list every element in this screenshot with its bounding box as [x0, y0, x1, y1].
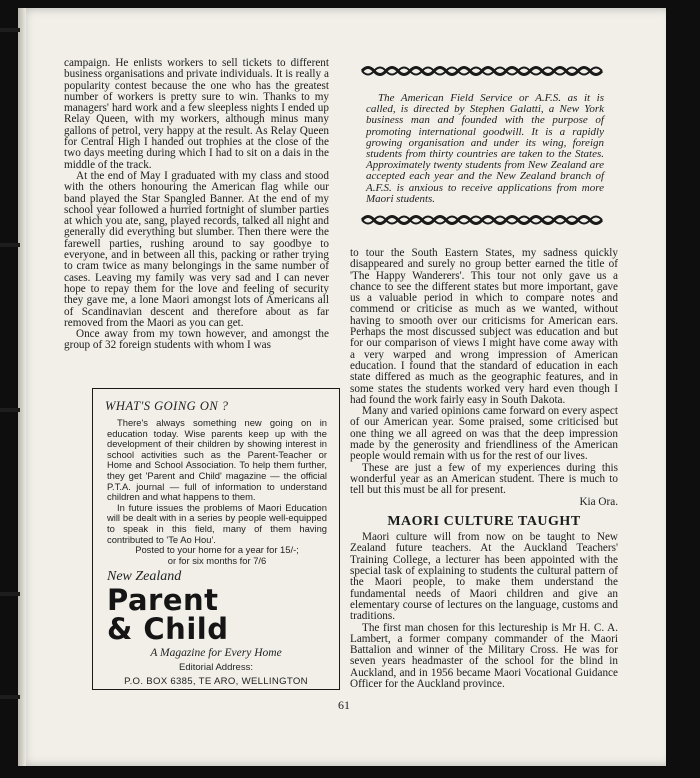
paragraph: Once away from my town however, and amongst the group of 32 foreign students with whom I was	[64, 328, 329, 352]
afs-description: The American Field Service or A.F.S. as it is called, is directed by Stephen Galatti, a New York business man and founded with the purpose of promoting international goodwill. It is a rapidly growing organisation and under its wing, foreign students from thirty countries are taken to the States. Approximately twenty students from New Zealand are accepted each year and the New Zealand branch of A.F.S. is anxious to receive applications from more Maori students.	[366, 92, 604, 205]
advert-region: New Zealand	[107, 569, 182, 585]
advert-paragraph: In future issues the problems of Maori Education will be dealt with in a series by people well-equipped to speak in this field, many of them having contributed to 'Te Ao Hou'.	[107, 501, 327, 545]
binding-staple	[0, 28, 20, 32]
subscription-line: or for six months for 7/6	[167, 554, 267, 566]
advert-paragraph: There's always something new going on in education today. Wise parents keep up with the development of their children by showing interest in school activities such as the Parent-Teacher or Home and School Association. To help them further, they get 'Parent and Child' magazine — the official P.T.A. journal — full of information to understand children and what happens to them.	[107, 417, 327, 503]
parent-and-child-advert	[92, 388, 340, 690]
binding-staple	[0, 592, 20, 596]
editorial-address: P.O. BOX 6385, TE ARO, WELLINGTON	[124, 676, 308, 688]
advert-title: & Child	[107, 612, 229, 647]
subscription-line: Posted to your home for a year for 15/-;	[135, 544, 299, 556]
paragraph: campaign. He enlists workers to sell tickets to different business organisations and private individuals. It is really a popularity contest because the one who has the greatest number of workers is pretty sure to win. Thanks to my managers' hard work and a few sleepless nights I ended up Relay Queen, with my workers, although minus many gallons of petrol, very happy at the result. As Relay Queen for Central High I handed out trophies at the close of the two days meeting during which I had to sit on a dais in the middle of the track.	[64, 57, 329, 171]
left-column	[64, 58, 329, 352]
advert-body	[107, 418, 327, 566]
paragraph: to tour the South Eastern States, my sadness quickly disappeared and surely no group better earned the title of 'The Happy Wanderers'. This tour not only gave us a chance to see the different states but more important, gave us a valuable period in which to compare notes and commend or criticise as much as we wanted, without having to smooth over our criticisms for American ears. Perhaps the most discussed subject was education and but for our comparison of views I might have come away with a very warped and wrong impression of American education. I found that the standard of education in each state differed as much as the geographic features, and in some states the students worked very hard even though I had found the work fairly easy in South Dakota.	[350, 247, 618, 406]
editorial-label: Editorial Address:	[179, 662, 253, 674]
binding-staple	[0, 243, 20, 247]
ornament-border-bottom	[360, 213, 608, 227]
afs-sidebar	[350, 64, 620, 232]
paragraph: Many and varied opinions came forward on every aspect of our American year. Some praised, some criticised but one thing we all agreed on was that the deep impression made by the generosity and friendliness of the American people would remain with us for the rest of our lives.	[350, 405, 618, 463]
signoff: Kia Ora.	[579, 495, 618, 508]
page-binding	[18, 8, 26, 766]
advert-tagline: A Magazine for Every Home	[150, 647, 282, 660]
page-number: 61	[338, 698, 350, 712]
ornament-border-top	[360, 64, 608, 78]
paragraph: The first man chosen for this lectureship is Mr H. C. A. Lambert, a former company commander of the Maori Battalion and winner of the Military Cross. He was for seven years headmaster of the school for the blind in Auckland, and in 1956 became Maori Vocational Guidance Officer for the Auckland province.	[350, 621, 618, 690]
section-heading: MAORI CULTURE TAUGHT	[387, 513, 581, 529]
advert-heading: WHAT'S GOING ON ?	[105, 399, 229, 413]
right-column	[350, 248, 618, 690]
paragraph: These are just a few of my experiences during this wonderful year as an American student. There is much to tell but this must be all for present.	[350, 461, 618, 497]
binding-staple	[0, 695, 20, 699]
binding-staple	[0, 408, 20, 412]
advert-title: Parent	[107, 583, 219, 618]
paragraph: At the end of May I graduated with my class and stood with the others honouring the American flag while our band played the Star Spangled Banner. At the end of my school year followed a hurried fortnight of slumber parties at which you ate, sang, played records, talked all night and generally did everything but slumber. Then there were the farewell parties, rushing around to say goodbye to everyone, and in between all this, packing or rather trying to cram twice as many belongings in the same number of cases. Leaving my family was very sad and I can never hope to repay them for the love and feeling of security they gave me, a lone Maori amongst lots of Americans all of Scandinavian descent and therefore about as far removed from the Maori as you can get.	[64, 169, 329, 329]
paragraph: Maori culture will from now on be taught to New Zealand future teachers. At the Auckland Teachers' Training College, a lecturer has been appointed with the special task of explaining to students the cultural pattern of the Maori people, to make them understand the fundamental needs of Maori children and give an elementary course of lectures on the language, customs and traditions.	[350, 531, 618, 623]
